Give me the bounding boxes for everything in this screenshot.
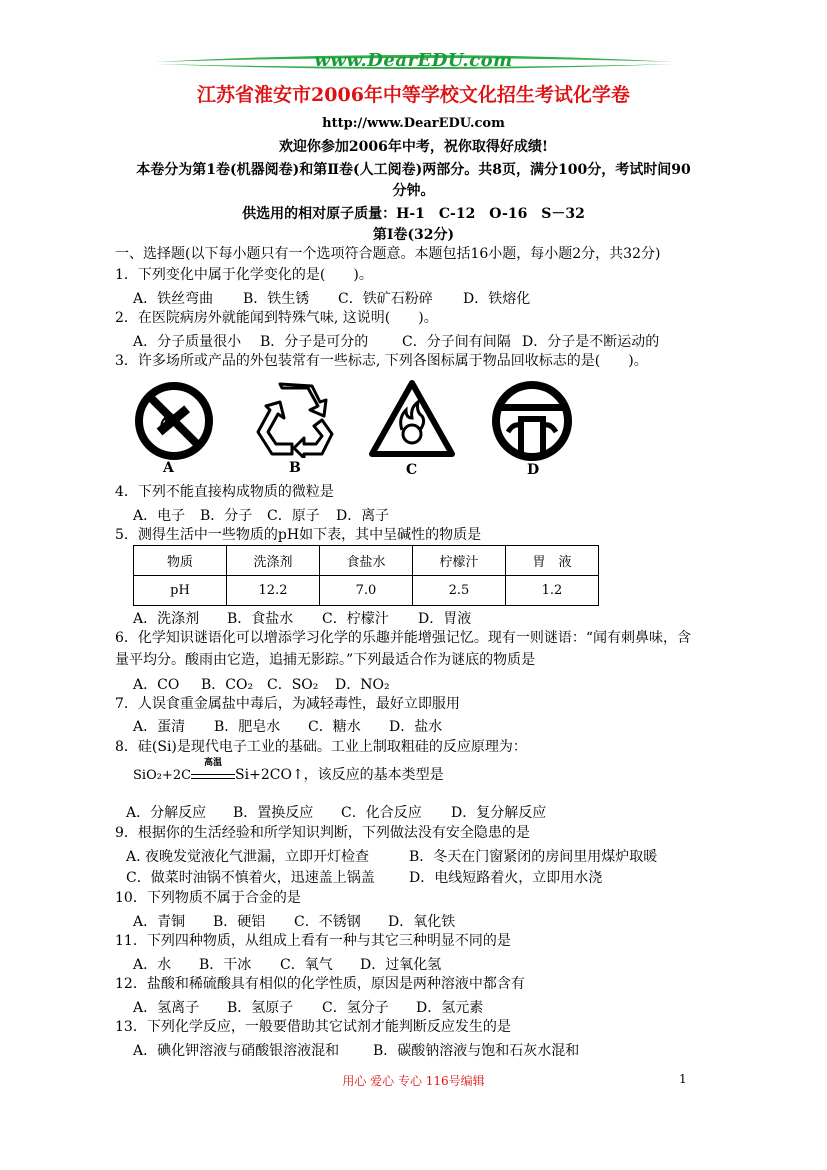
question-10-options (133, 911, 455, 931)
table-cell: 12.2 (227, 576, 320, 606)
option-d[interactable]: D．NO₂ (335, 677, 390, 693)
option-b[interactable]: B．硬铝 (213, 914, 266, 930)
option-a[interactable]: A．洗涤剂 (133, 611, 200, 627)
question-12-options (133, 997, 483, 1017)
option-c[interactable]: C．原子 (267, 508, 320, 524)
option-d[interactable]: D．过氧化氢 (360, 957, 442, 973)
icon-label-c: C (406, 462, 418, 478)
option-b[interactable]: B．冬天在门窗紧闭的房间里用煤炉取暖 (409, 849, 658, 865)
option-a[interactable]: A．碘化钾溶液与硝酸银溶液混和 (133, 1043, 340, 1059)
equation-condition: 高温 (204, 758, 223, 768)
part-title: 第Ⅰ卷(32分) (372, 227, 455, 243)
option-d[interactable]: D．胃液 (418, 611, 472, 627)
option-c[interactable]: C．化合反应 (341, 805, 422, 821)
no-smoking-icon[interactable] (133, 380, 215, 462)
option-d[interactable]: D．氢元素 (416, 1000, 484, 1016)
option-a[interactable]: A．分子质量很小 (133, 334, 242, 350)
option-a[interactable]: A. 夜晚发觉液化气泄漏，立即开灯检查 (126, 849, 370, 865)
option-d[interactable]: D．电线短路着火，立即用水浇 (409, 870, 603, 886)
question-12-stem: 12．盐酸和稀硫酸具有相似的化学性质，原因是两种溶液中都含有 (115, 976, 525, 992)
equation-products: Si+2CO↑，该反应的基本类型是 (235, 767, 444, 783)
icon-label-d: D (527, 462, 540, 478)
option-a[interactable]: A．青铜 (133, 914, 186, 930)
option-a[interactable]: A．电子 (133, 508, 186, 524)
question-2-stem: 2．在医院病房外就能闻到特殊气味, 这说明( )。 (115, 310, 438, 326)
option-d[interactable]: D．复分解反应 (451, 805, 547, 821)
question-6-stem-line2: 量平均分。酸雨由它造，追捕无影踪。”下列最适合作为谜底的物质是 (115, 652, 536, 668)
table-cell: 食盐水 (320, 546, 413, 576)
equation-reactants: SiO₂+2C (133, 768, 192, 783)
reaction-equation (133, 758, 444, 784)
question-13-stem: 13．下列化学反应，一般要借助其它试剂才能判断反应发生的是 (115, 1019, 511, 1035)
question-2-options (133, 331, 659, 351)
option-c[interactable]: C．铁矿石粉碎 (338, 291, 433, 307)
welcome-text: 欢迎你参加2006年中考，祝你取得好成绩! (278, 139, 549, 155)
option-a[interactable]: A．CO (133, 677, 180, 693)
option-b[interactable]: B．置换反应 (233, 805, 314, 821)
table-cell: 洗涤剂 (227, 546, 320, 576)
section-title: 一、选择题(以下每小题只有一个选项符合题意。本题包括16小题，每小题2分，共32分) (115, 246, 661, 262)
option-c[interactable]: C．柠檬汁 (322, 611, 389, 627)
option-d[interactable]: D．氧化铁 (388, 914, 456, 930)
flammable-warning-icon[interactable] (368, 378, 456, 458)
table-row (134, 576, 599, 606)
question-6-options (133, 674, 390, 694)
question-5-stem: 5．测得生活中一些物质的pH如下表，其中呈碱性的物质是 (115, 527, 482, 543)
option-c[interactable]: C．做菜时油锅不慎着火，迅速盖上锅盖 (126, 870, 375, 886)
option-c[interactable]: C．糖水 (308, 719, 361, 735)
equals-sign (191, 774, 235, 779)
question-5-options (133, 608, 471, 628)
question-9-options-row2 (126, 867, 602, 887)
question-10-stem: 10．下列物质不属于合金的是 (115, 890, 301, 906)
option-b[interactable]: B．铁生锈 (243, 291, 310, 307)
table-cell: 1.2 (506, 576, 599, 606)
option-a[interactable]: A．蛋清 (133, 719, 186, 735)
option-c[interactable]: C．氧气 (280, 957, 333, 973)
option-a[interactable]: A．分解反应 (126, 805, 207, 821)
footer-text: 用心 爱心 专心 116号编辑 (342, 1074, 485, 1088)
option-b[interactable]: B．肥皂水 (214, 719, 281, 735)
atomic-mass-line: 供选用的相对原子质量：H-1 C-12 O-16 S－32 (242, 206, 585, 222)
option-a[interactable]: A．水 (133, 957, 172, 973)
option-b[interactable]: B．分子 (200, 508, 253, 524)
mint-mark-icon[interactable] (488, 380, 576, 462)
option-b[interactable]: B．干冰 (199, 957, 252, 973)
option-c[interactable]: C．SO₂ (267, 677, 319, 693)
table-cell: 胃 液 (506, 546, 599, 576)
ph-table (133, 545, 599, 606)
table-header-row (134, 546, 599, 576)
question-4-stem: 4．下列不能直接构成物质的微粒是 (115, 484, 334, 500)
option-d[interactable]: D．铁熔化 (463, 291, 531, 307)
table-cell: 2.5 (413, 576, 506, 606)
table-cell: 柠檬汁 (413, 546, 506, 576)
question-4-options (133, 505, 389, 525)
exam-title: 江苏省淮安市2006年中等学校文化招生考试化学卷 (197, 84, 630, 106)
table-cell: pH (134, 576, 227, 606)
question-11-stem: 11．下列四种物质，从组成上看有一种与其它三种明显不同的是 (115, 933, 511, 949)
question-7-options (133, 716, 442, 736)
exam-info-line1: 本卷分为第1卷(机器阅卷)和第Ⅱ卷(人工阅卷)两部分。共8页，满分100分，考试时间90 (136, 162, 691, 178)
question-3-stem: 3．许多场所或产品的外包装常有一些标志, 下列各图标属于物品回收标志的是( )。 (115, 353, 648, 369)
option-b[interactable]: B．碳酸钠溶液与饱和石灰水混和 (373, 1043, 580, 1059)
option-c[interactable]: C．氢分子 (322, 1000, 389, 1016)
site-banner: www.DearEDU.com (314, 50, 513, 71)
question-9-stem: 9．根据你的生活经验和所学知识判断，下列做法没有安全隐患的是 (115, 825, 530, 841)
option-a[interactable]: A．氢离子 (133, 1000, 200, 1016)
option-a[interactable]: A．铁丝弯曲 (133, 291, 214, 307)
icon-label-b: B (289, 460, 301, 476)
question-11-options (133, 954, 441, 974)
source-url: http://www.DearEDU.com (322, 116, 505, 131)
exam-info-line2: 分钟。 (392, 183, 435, 199)
icon-label-a: A (163, 460, 174, 476)
option-b[interactable]: B．分子是可分的 (260, 334, 369, 350)
question-8-stem: 8．硅(Si)是现代电子工业的基础。工业上制取粗硅的反应原理为： (115, 739, 527, 755)
question-6-stem-line1: 6．化学知识谜语化可以增添学习化学的乐趣并能增强记忆。现有一则谜语：“闻有刺鼻味，含 (115, 630, 692, 646)
page-number: 1 (679, 1072, 687, 1086)
option-b[interactable]: B．食盐水 (227, 611, 294, 627)
recycle-icon[interactable] (252, 380, 338, 458)
question-8-options (126, 802, 546, 822)
question-13-options (133, 1040, 579, 1060)
question-1-stem: 1．下列变化中属于化学变化的是( )。 (115, 267, 373, 283)
question-1-options (133, 288, 530, 308)
question-7-stem: 7．人误食重金属盐中毒后，为减轻毒性，最好立即服用 (115, 696, 460, 712)
option-d[interactable]: D．离子 (336, 508, 390, 524)
option-c[interactable]: C．分子间有间隔 (402, 334, 511, 350)
question-9-options-row1 (126, 846, 657, 866)
equation-arrow (191, 758, 235, 779)
option-b[interactable]: B．氢原子 (227, 1000, 294, 1016)
option-d[interactable]: D．分子是不断运动的 (522, 334, 660, 350)
table-cell: 物质 (134, 546, 227, 576)
option-d[interactable]: D．盐水 (389, 719, 443, 735)
option-b[interactable]: B．CO₂ (201, 677, 254, 693)
option-c[interactable]: C．不锈钢 (294, 914, 361, 930)
table-cell: 7.0 (320, 576, 413, 606)
